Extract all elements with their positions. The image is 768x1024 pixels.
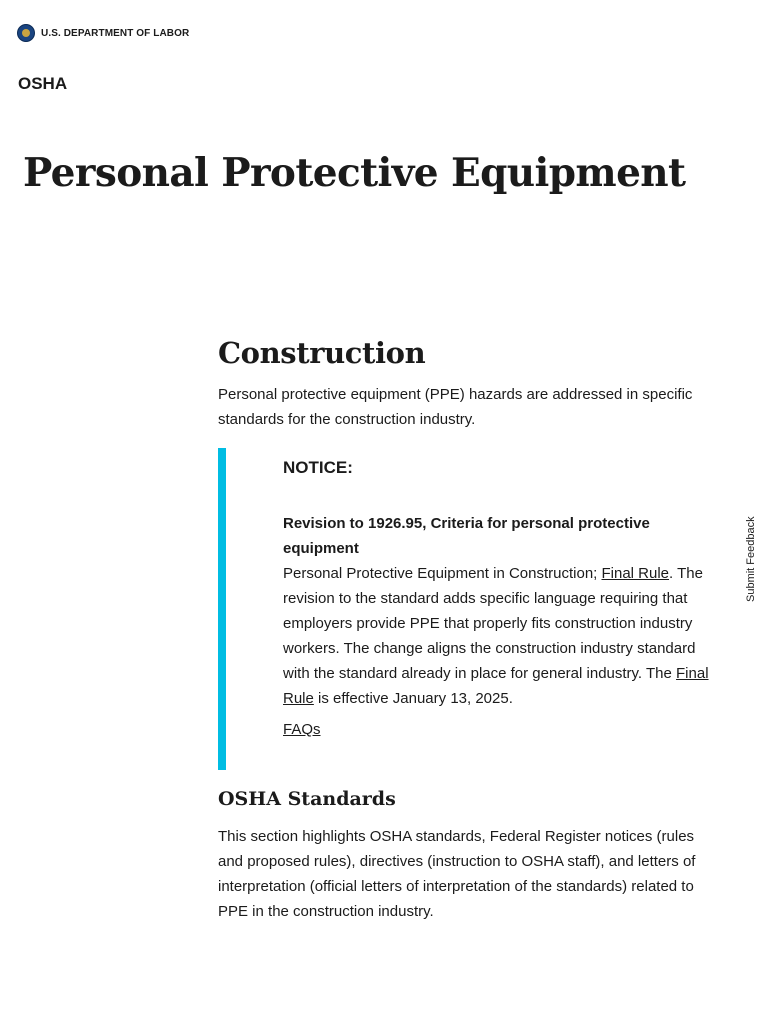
section-title-construction: Construction bbox=[218, 336, 426, 370]
notice-text-part1: Personal Protective Equipment in Construction; bbox=[283, 565, 602, 582]
final-rule-link-2[interactable]: Final Rule bbox=[283, 665, 709, 707]
page-title: Personal Protective Equipment bbox=[23, 150, 686, 196]
section-title-osha-standards: OSHA Standards bbox=[218, 788, 396, 810]
main-content bbox=[218, 336, 718, 924]
construction-intro: Personal protective equipment (PPE) hazards are addressed in specific standards for the construction industry. bbox=[218, 386, 693, 428]
agency-name[interactable]: U.S. DEPARTMENT OF LABOR bbox=[41, 27, 190, 39]
notice-text bbox=[283, 561, 715, 711]
notice-text-part2: . The revision to the standard adds specific language requiring that employers provide PPE that properly fits construction industry workers. The change aligns the construction industry standard with the standard already in place for general industry. The bbox=[283, 565, 703, 682]
site-name-link[interactable]: OSHA bbox=[18, 74, 68, 93]
notice-heading: NOTICE: bbox=[283, 458, 353, 477]
revision-title: Revision to 1926.95, Criteria for personal protective equipment bbox=[283, 515, 650, 557]
notice-text-part3: is effective January 13, 2025. bbox=[313, 690, 513, 707]
notice-body bbox=[283, 511, 715, 711]
notice-box bbox=[218, 448, 718, 770]
dol-seal-icon bbox=[17, 24, 35, 42]
osha-standards-body: This section highlights OSHA standards, Federal Register notices (rules and proposed rules), directives (instruction to OSHA staff), and letters of interpretation (official letters of interpretation of the standards) related to PPE in the construction industry. bbox=[218, 828, 696, 920]
faqs-link[interactable]: FAQs bbox=[283, 721, 321, 738]
submit-feedback-tab[interactable]: Submit Feedback bbox=[745, 516, 757, 602]
final-rule-link[interactable]: Final Rule bbox=[601, 565, 670, 582]
agency-banner[interactable] bbox=[17, 24, 189, 42]
